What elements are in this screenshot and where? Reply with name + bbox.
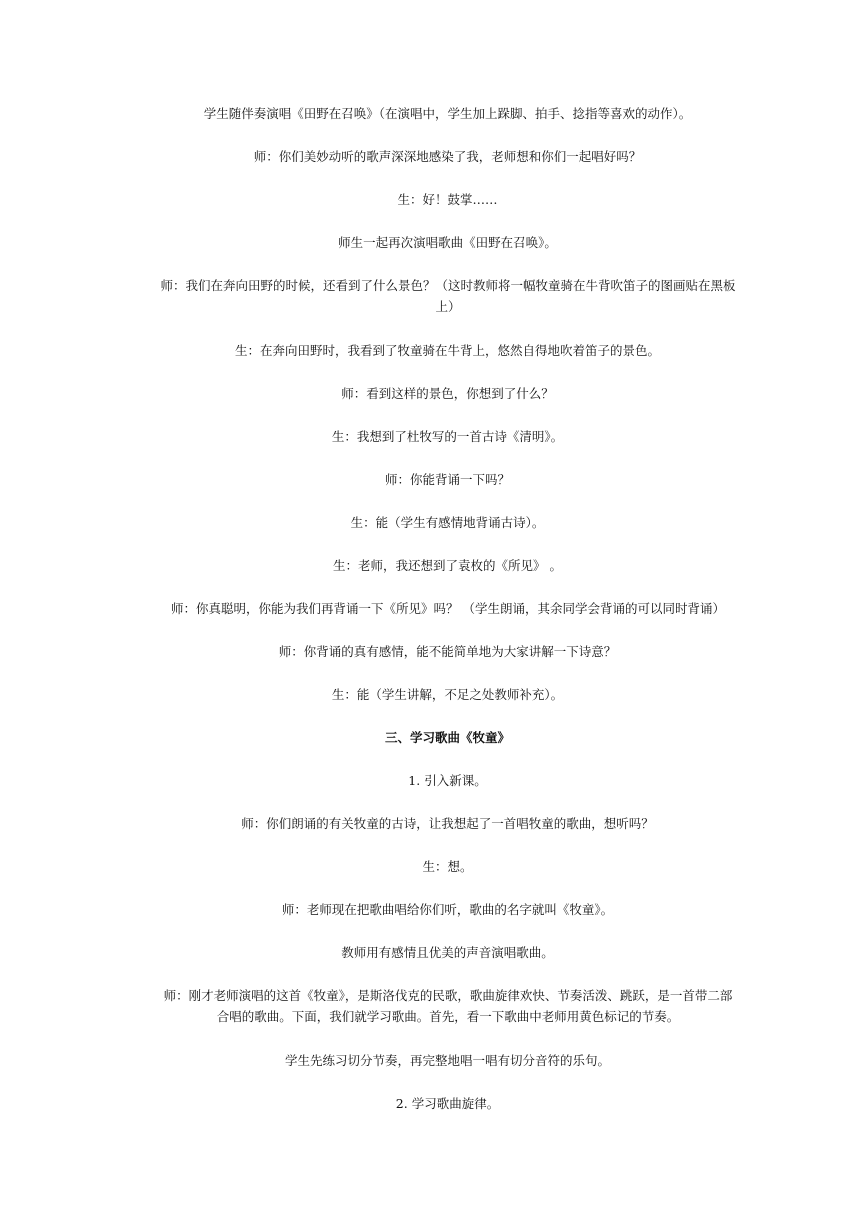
paragraph-student-explain: 生：能（学生讲解，不足之处教师补充）。 (331, 687, 564, 702)
paragraph-sing-along: 学生随伴奏演唱《田野在召唤》（在演唱中，学生加上跺脚、拍手、捻指等喜欢的动作）。 (203, 106, 692, 121)
paragraph-student-clap: 生：好！鼓掌…… (397, 192, 498, 207)
paragraph-teacher-invite: 师：你们美妙动听的歌声深深地感染了我，老师想和你们一起唱好吗？ (253, 149, 642, 164)
paragraph-teacher-explain: 师：你背诵的真有感情，能不能简单地为大家讲解一下诗意？ (278, 644, 617, 659)
paragraph-student-scenery: 生：在奔向田野时，我看到了牧童骑在牛背上，悠然自得地吹着笛子的景色。 (234, 343, 660, 358)
paragraph-student-qingming: 生：我想到了杜牧写的一首古诗《清明》。 (331, 429, 564, 444)
section-heading: 三、学习歌曲《牧童》 (384, 730, 510, 745)
paragraph-student-want: 生：想。 (422, 859, 473, 874)
paragraph-teacher-sing: 师：老师现在把歌曲唱给你们听，歌曲的名字就叫《牧童》。 (281, 902, 614, 917)
paragraph-student-suojian: 生：老师，我还想到了袁枚的《所见》 。 (333, 558, 562, 573)
paragraph-rhythm-practice: 学生先练习切分节奏，再完整地唱一唱有切分音符的乐句。 (284, 1053, 610, 1068)
paragraph-student-recite: 生：能（学生有感情地背诵古诗）。 (350, 515, 545, 530)
paragraph-sing-again: 师生一起再次演唱歌曲《田野在召唤》。 (338, 235, 557, 250)
paragraph-step-1: 1. 引入新课。 (408, 773, 487, 788)
paragraph-teacher-praise: 师：你真聪明，你能为我们再背诵一下《所见》吗？ （学生朗诵，其余同学会背诵的可以同时背诵） (171, 601, 725, 616)
paragraph-step-2: 2. 学习歌曲旋律。 (395, 1096, 500, 1111)
paragraph-teacher-think: 师：看到这样的景色，你想到了什么？ (341, 386, 554, 401)
paragraph-teacher-performs: 教师用有感情且优美的声音演唱歌曲。 (341, 945, 554, 960)
paragraph-teacher-song-intro: 师：你们朗诵的有关牧童的古诗，让我想起了一首唱牧童的歌曲，想听吗？ (241, 816, 654, 831)
paragraph-song-description: 师：刚才老师演唱的这首《牧童》，是斯洛伐克的民歌，歌曲旋律欢快、节奏活泼、跳跃，是一首带二部合唱的歌曲。下面，我们就学习歌曲。首先，看一下歌曲中老师用黄色标记的节奏。 (163, 988, 733, 1024)
paragraph-teacher-recite: 师：你能背诵一下吗？ (384, 472, 510, 487)
paragraph-teacher-scenery-question: 师：我们在奔向田野的时候，还看到了什么景色？（这时教师将一幅牧童骑在牛背吹笛子的图画贴在黑板上） (160, 278, 736, 314)
